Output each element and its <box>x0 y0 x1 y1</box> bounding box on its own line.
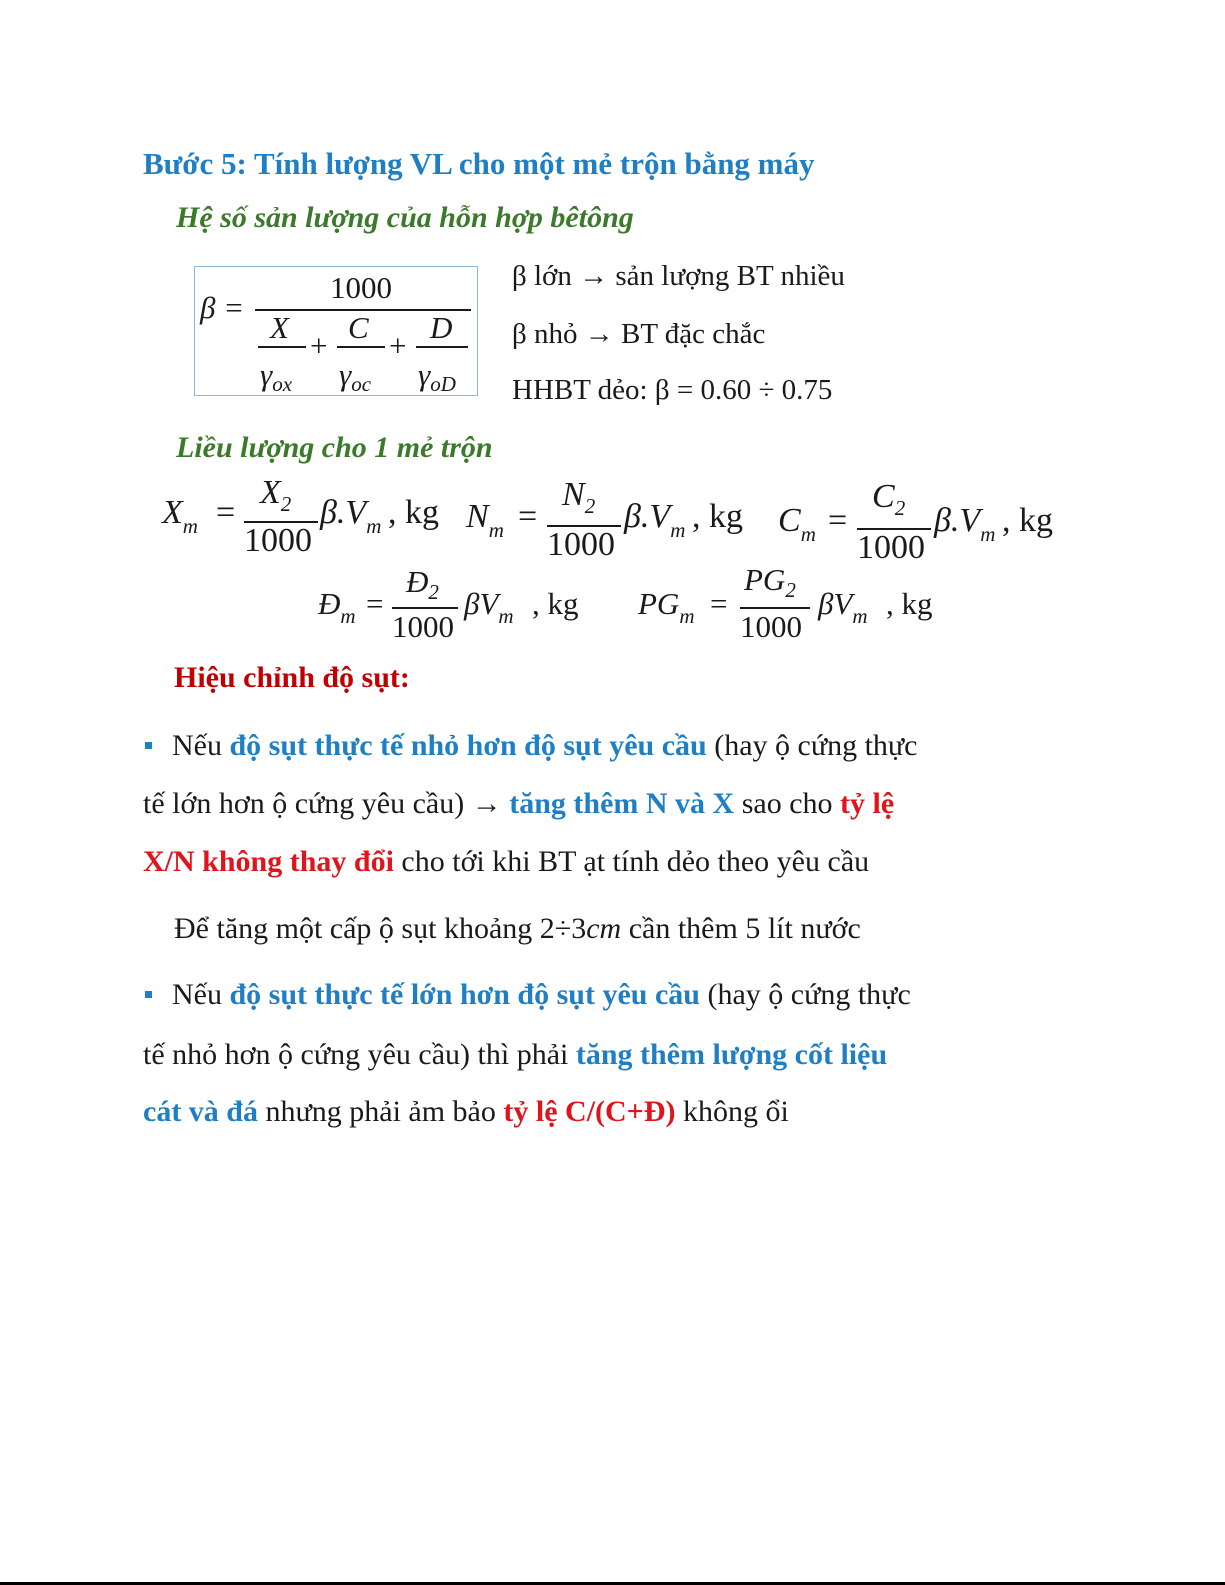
para-slump-increase: Để tăng một cấp ộ sụt khoảng 2÷3cm cần thêm 5 lít nước <box>174 912 861 945</box>
beta-note-large: β lớn → sản lượng BT nhiều <box>512 260 845 292</box>
beta-lhs: β = <box>200 290 245 325</box>
page-title: Bước 5: Tính lượng VL cho một mẻ trộn bằng máy <box>143 146 815 181</box>
bullet-icon <box>145 991 152 998</box>
slump-adjust-heading: Hiệu chỉnh độ sụt: <box>174 661 410 694</box>
beta-note-range: HHBT dẻo: β = 0.60 ÷ 0.75 <box>512 374 833 406</box>
beta-note-small: β nhỏ → BT đặc chắc <box>512 318 766 350</box>
para1-line3: X/N không thay đổi cho tới khi BT ạt tính dẻo theo yêu cầu <box>143 845 870 878</box>
term-x-den: γox <box>260 357 293 396</box>
term-c-num: C <box>348 310 369 345</box>
term-x-bar <box>258 346 306 348</box>
bullet-icon <box>145 742 152 749</box>
term-d-bar <box>416 346 468 348</box>
para2-line3: cát và đá nhưng phải ảm bảo tỷ lệ C/(C+Đ) không ổi <box>143 1095 789 1128</box>
plus-sign-1: + <box>310 328 328 363</box>
para2-line1: Nếu độ sụt thực tế lớn hơn độ sụt yêu cầu (hay ộ cứng thực <box>145 978 911 1012</box>
beta-numerator: 1000 <box>330 270 392 305</box>
section-subheading-dosage: Liều lượng cho 1 mẻ trộn <box>176 431 493 464</box>
term-d-num: D <box>430 310 453 345</box>
term-x-num: X <box>270 310 289 345</box>
section-subheading-yield-coefficient: Hệ số sản lượng của hỗn hợp bêtông <box>176 201 634 234</box>
plus-sign-2: + <box>389 328 407 363</box>
para1-line2: tế lớn hơn ộ cứng yêu cầu) → tăng thêm N và X sao cho tỷ lệ <box>143 787 895 820</box>
term-c-den: γoc <box>339 357 372 396</box>
para1-line1: Nếu độ sụt thực tế nhỏ hơn độ sụt yêu cầu (hay ộ cứng thực <box>145 729 918 763</box>
para2-line2: tế nhỏ hơn ộ cứng yêu cầu) thì phải tăng thêm lượng cốt liệu <box>143 1038 888 1071</box>
term-c-bar <box>337 346 385 348</box>
term-d-den: γoD <box>418 357 456 396</box>
